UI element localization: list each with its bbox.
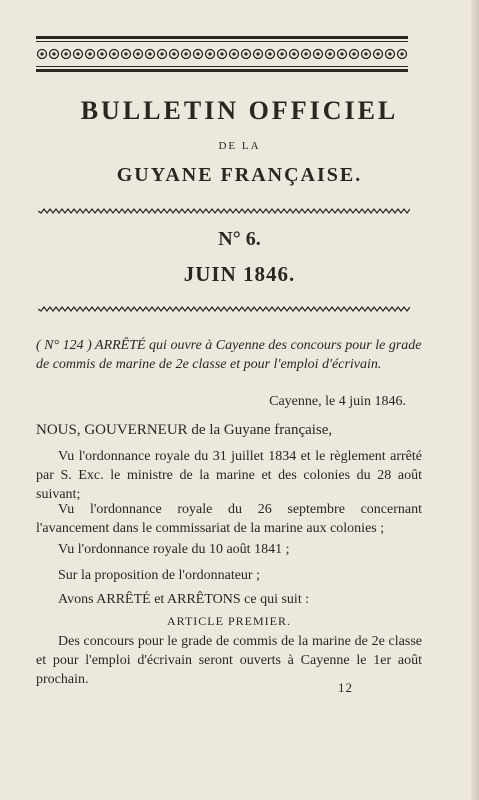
decorative-rule-bottom <box>38 306 410 312</box>
ornament-dot <box>124 52 127 55</box>
ornamental-header-band <box>36 36 408 72</box>
ornament-dot <box>40 52 43 55</box>
issue-date: JUIN 1846. <box>183 262 296 286</box>
decree-place-date: Cayenne, le 4 juin 1846. <box>269 394 406 409</box>
bulletin-title: BULLETIN OFFICIEL <box>80 96 399 125</box>
decree-reference: ( N° 124 ) <box>36 338 92 353</box>
ornament-dot <box>376 52 379 55</box>
ornament-dot <box>196 52 199 55</box>
ornament-dot <box>76 52 79 55</box>
ornament-dot <box>160 52 163 55</box>
ornament-dot <box>64 52 67 55</box>
ornament-dot <box>340 52 343 55</box>
ornament-dot <box>112 52 115 55</box>
ornament-dot <box>328 52 331 55</box>
ornament-dot <box>316 52 319 55</box>
ornament-dot <box>256 52 259 55</box>
ornament-dot <box>184 52 187 55</box>
ornament-dot <box>220 52 223 55</box>
ornament-dot <box>364 52 367 55</box>
ornament-dot <box>352 52 355 55</box>
decree-title: ARRÊTÉ qui ouvre à Cayenne des concours pour le grade de commis de marine de 2e classe et pour l'emploi d'écrivain. <box>36 338 422 372</box>
article-heading: ARTICLE PREMIER. <box>167 614 291 628</box>
decree-recital-2: Vu l'ordonnance royale du 26 septembre concernant l'avancement dans le commissariat de la marine aux colonies ; <box>36 502 422 536</box>
ornament-dot <box>268 52 271 55</box>
title-connector: DE LA <box>218 140 261 152</box>
ornament-dot <box>280 52 283 55</box>
article-text: Des concours pour le grade de commis de la marine de 2e classe et pour l'emploi d'écrivain seront ouverts à Cayenne le 1er août prochain. <box>36 634 422 687</box>
decree-enactment: Avons ARRÊTÉ et ARRÊTONS ce qui suit : <box>58 592 310 607</box>
ornament-dot <box>292 52 295 55</box>
ornament-dot <box>148 52 151 55</box>
ornament-dot <box>136 52 139 55</box>
ornament-dot <box>400 52 403 55</box>
ornament-dot <box>52 52 55 55</box>
decree-preamble: NOUS, GOUVERNEUR de la Guyane française, <box>36 422 333 438</box>
decree-recital-3: Vu l'ordonnance royale du 10 août 1841 ; <box>58 542 290 557</box>
ornament-dot <box>172 52 175 55</box>
colony-title: GUYANE FRANÇAISE. <box>116 164 363 186</box>
ornament-dot <box>88 52 91 55</box>
page-number: 12 <box>338 680 353 695</box>
ornament-dot <box>100 52 103 55</box>
ornament-dot <box>244 52 247 55</box>
decree-heading <box>36 336 422 374</box>
ornament-dot <box>232 52 235 55</box>
ornament-dot <box>304 52 307 55</box>
decree-proposal: Sur la proposition de l'ordonnateur ; <box>58 568 260 583</box>
ornament-dot <box>208 52 211 55</box>
ornament-dot <box>388 52 391 55</box>
decorative-rule-top <box>38 208 410 214</box>
issue-number: N° 6. <box>218 228 261 250</box>
decree-recital-1: Vu l'ordonnance royale du 31 juillet 1834 et le règlement arrêté par S. Exc. le ministre de la marine et des colonies du 28 août suivant; <box>36 449 422 502</box>
